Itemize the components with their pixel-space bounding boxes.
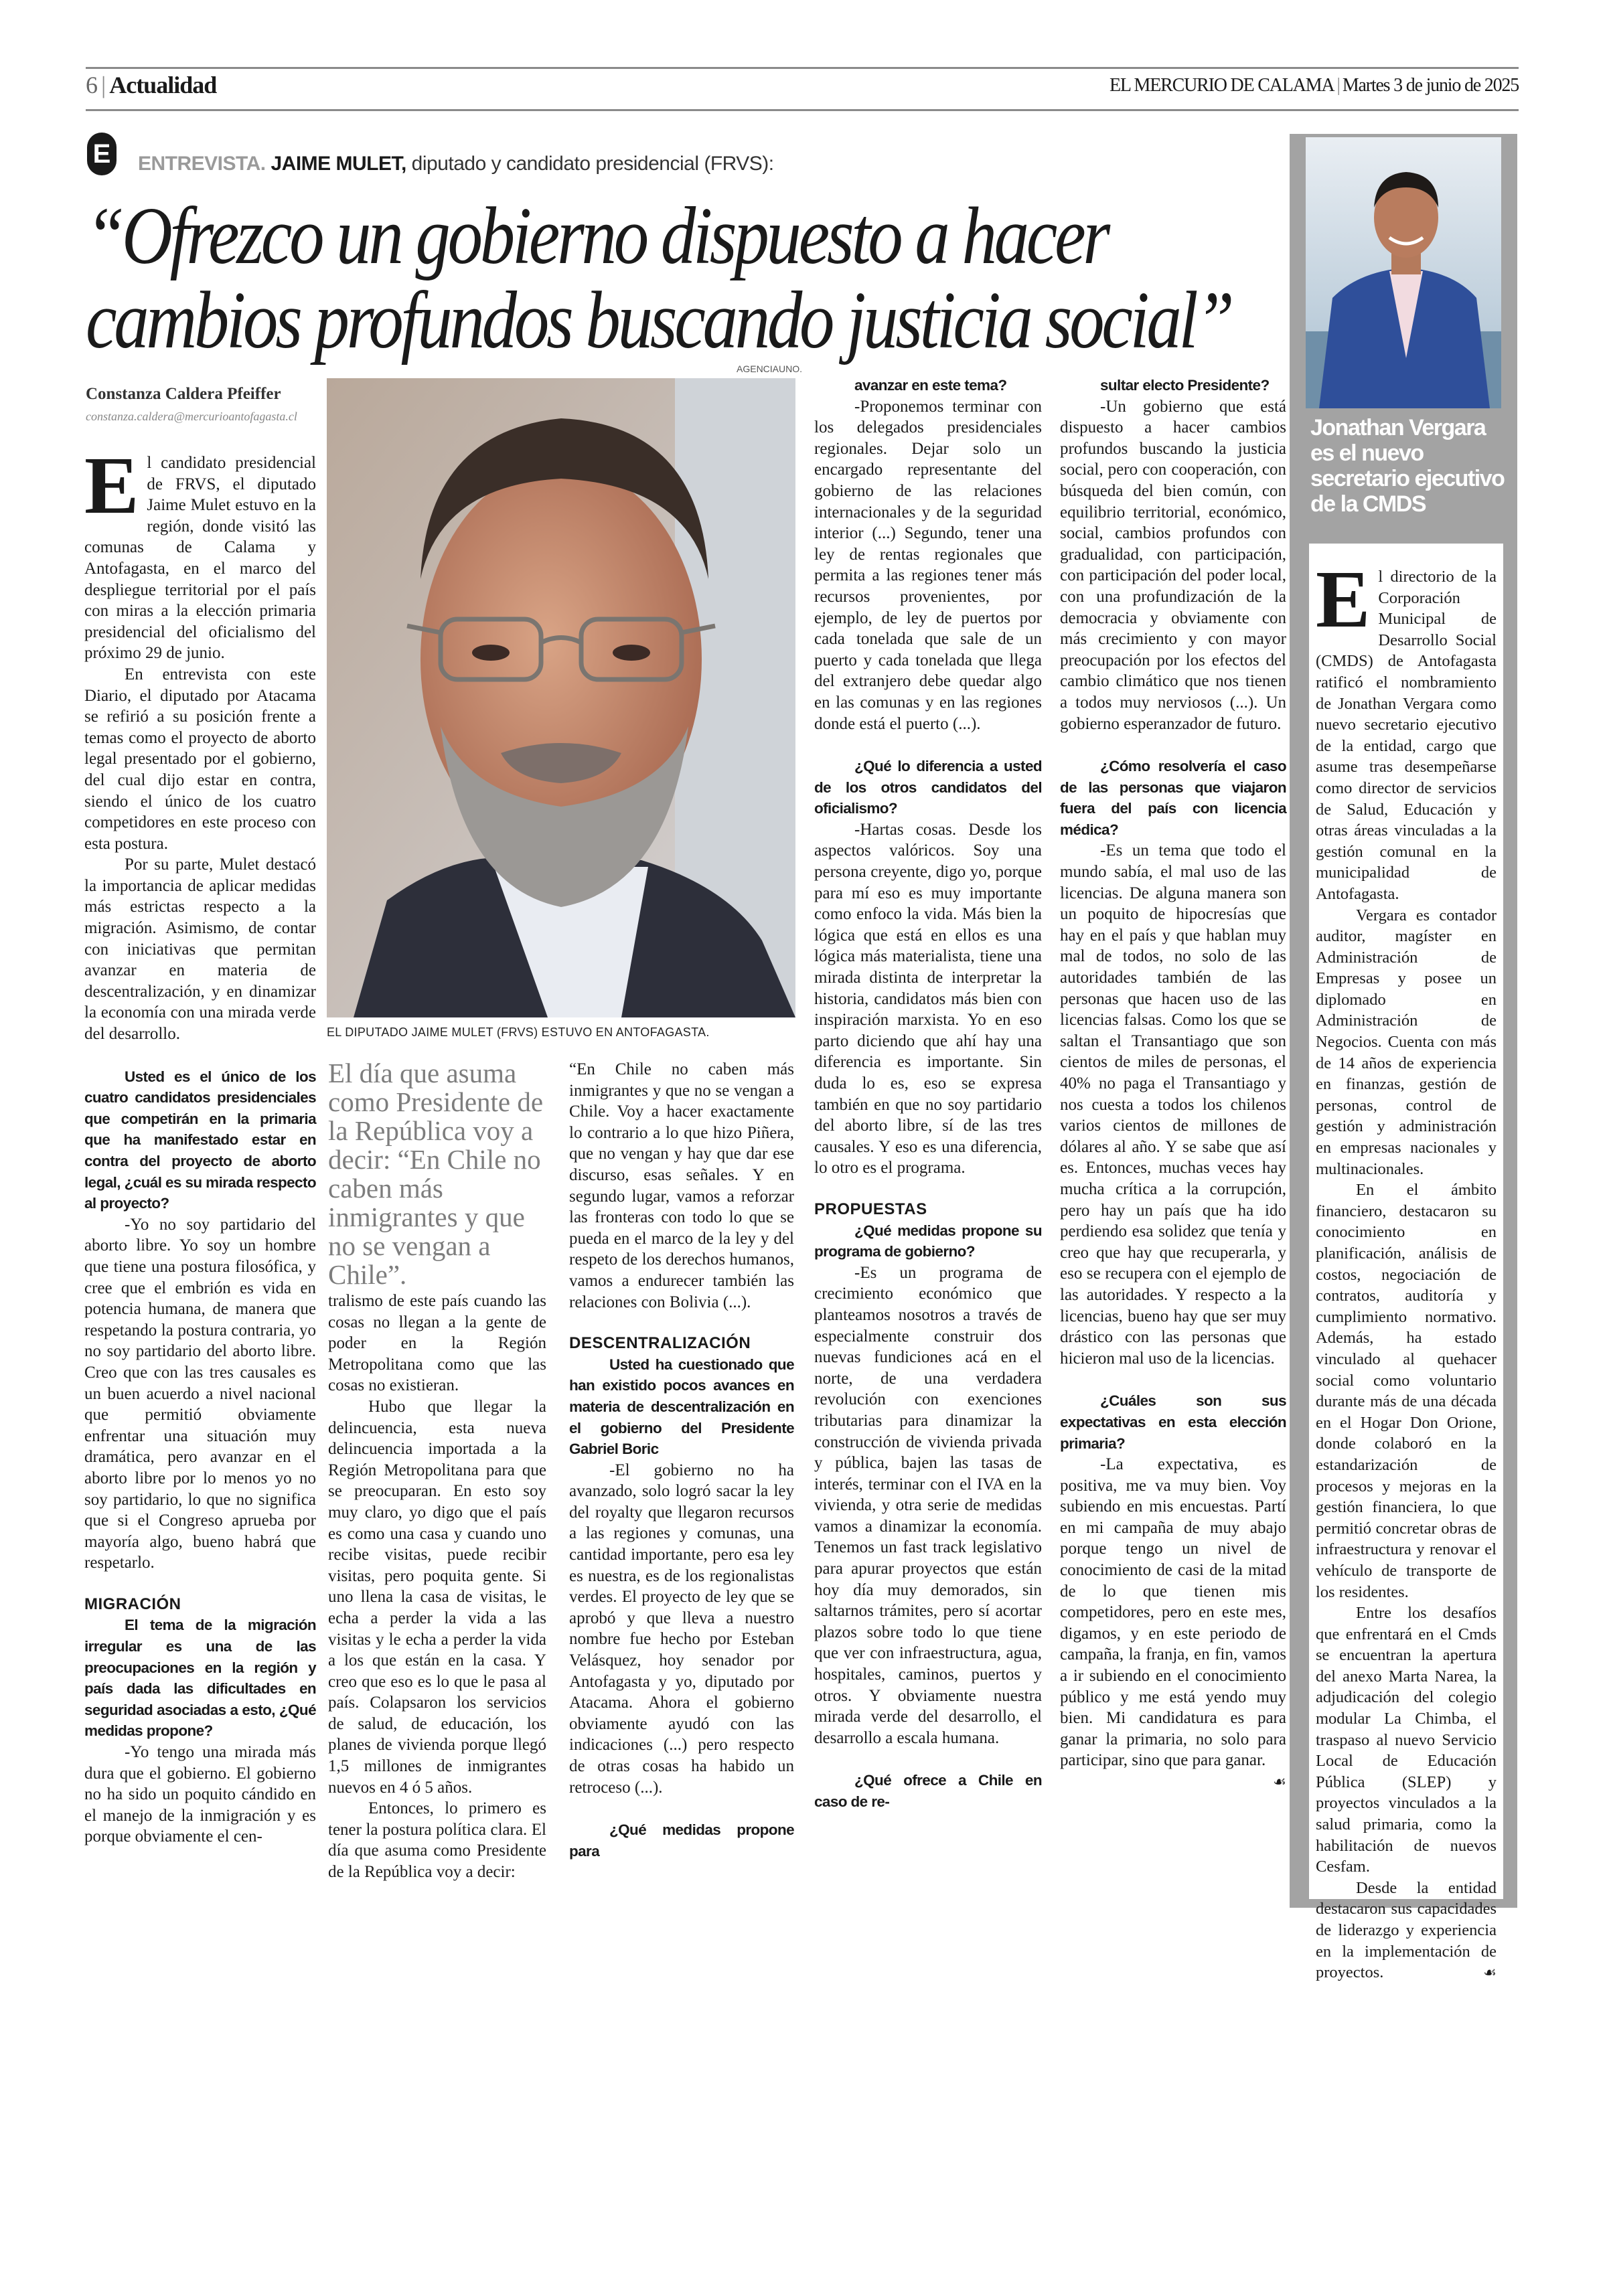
paragraph: “En Chile no caben más inmigrantes y que no se vengan a Chile. Voy a hacer exactamente lo contrario a lo que hizo Piñera, que no vengan y hay que dar ese discurso, esas señales. Y en segundo lugar, vamos a reforzar las fronteras con todo lo que se pueda en el marco de la ley y del respeto de los derechos humanos, vamos a endurecer también las relaciones con Bolivia (...). (569, 1060, 794, 1311)
question: avanzar en este tema? (854, 377, 1007, 394)
drop-cap: E (84, 440, 139, 531)
separator: | (1336, 75, 1340, 96)
section-header (86, 71, 216, 99)
kicker (138, 153, 774, 175)
section-title: Actualidad (109, 72, 217, 98)
question: ¿Qué medidas propone para (569, 1821, 794, 1860)
answer: -Yo no soy partidario del aborto libre. Yo soy un hombre que tiene una postura filosófica, y cree que el embrión es vida en potencia humana, de manera que respetando la postura contraria, yo no soy partidario del aborto libre. Creo que con las tres causales es un buen acuerdo a nivel nacional que permitió obviamente enfrentar una situación muy dramática, pero avanzar en el aborto libre por lo menos yo no soy partidario, lo que no significa que si el Congreso aprueba por mayoría algo, bueno habrá que respetarlo. (84, 1215, 316, 1572)
article-column-1 (84, 440, 317, 1848)
article-column-2 (328, 1291, 546, 1883)
paragraph: En entrevista con este Diario, el diputado por Atacama se refirió a su posición frente a temas como el proyecto de aborto legal presentado por el gobierno, del cual dijo estar en contra, siendo el único de los cuatro competidores en este proceso con esta postura. (84, 665, 316, 853)
sidebar-headline: Jonathan Vergara es el nuevo secretario ejecutivo de la CMDS (1310, 415, 1505, 517)
answer: -Hartas cosas. Desde los aspectos valóricos. Soy una persona creyente, digo yo, porque para mí eso es muy importante como enfoco la vida. Más bien la lógica que está en ellos es una lógica más materialista, tiene una mirada distinta de interpretar la historia, candidatos más bien con inspiración marxista. Yo en eso parto diciendo que ahí hay una diferencia es importante. Sin duda lo es, eso se expresa también en que no soy partidario del aborto libre, sí de las tres causales. Y eso es una diferencia, lo otro es el programa. (814, 820, 1042, 1177)
answer (1060, 1454, 1286, 1790)
question: Usted ha cuestionado que han existido pocos avances en materia de descentralización en el gobierno del Presidente Gabriel Boric (569, 1356, 794, 1458)
headline-line: cambios profundos buscando justicia social” (86, 275, 1232, 365)
question: ¿Cuáles son sus expectativas en esta elección primaria? (1060, 1392, 1286, 1452)
issue-date: Martes 3 de junio de 2025 (1342, 75, 1519, 96)
section-subhead: MIGRACIÓN (84, 1594, 181, 1613)
paragraph: l directorio de la Corporación Municipal de Desarrollo Social (CMDS) de Antofagasta ratificó el nombramiento de Jonathan Vergara como nuevo secretario ejecutivo de la entidad, cargo que asume tras desempeñarse como director de servicios de Salud, Educación y otras áreas vinculadas a la gestión comunal en la municipalidad de Antofagasta. (1316, 568, 1497, 903)
drop-cap: E (1316, 554, 1371, 645)
paragraph: tralismo de este país cuando las cosas no llegan a la gente de poder en la Región Metropolitana como que las cosas no existieran. (328, 1292, 546, 1395)
section-subhead: DESCENTRALIZACIÓN (569, 1334, 751, 1353)
sidebar-article (1316, 554, 1497, 1983)
kicker-role: diputado y candidato presidencial (FRVS): (406, 153, 774, 175)
kicker-label: ENTREVISTA. (138, 153, 266, 175)
answer: -Es un tema que todo el mundo sabía, el mal uso de las licencias. De alguna manera son un poquito de hipocresías que hay en el país y que hablan muy mal de todos, no solo de las autoridades también de las personas que hacen uso de las licencias falsas. Como los que se saltan el Transantiago que son cientos de miles de personas, el 40% no paga el Transantiago y nos cuesta a todos los chilenos varios cientos de millones de dólares al año. Y se sabe que así es. Entonces, muchas veces hay mucha crítica a la corrupción, pero hay un país que ha ido perdiendo esa solidez que tenía y creo que hay que recuperarla, y eso se recupera con el ejemplo de las autoridades. Y respecto a la licencias, bueno hay que ser muy drástico con las personas que hicieron mal uso de la licencias. (1060, 841, 1286, 1368)
header-bottom-rule (86, 109, 1519, 111)
article-column-5 (1060, 375, 1286, 1793)
answer: -Proponemos terminar con los delegados presidenciales regionales. Dejar solo un encargado representante del gobierno de las relaciones internacionales y de la seguridad interior (...) Segundo, tener una ley de rentas regionales que permita a las regiones tener más recursos provenientes, por ejemplo, de ley de puertos por cada tonelada que sale de un puerto y cada tonelada que llega del extranjero debe quedar algo en las comunas y en las regiones donde está el puerto (...). (814, 397, 1042, 733)
top-rule (86, 67, 1519, 69)
headline-line: “Ofrezco un gobierno dispuesto a hacer (86, 191, 1107, 281)
pull-quote: El día que asuma como Presidente de la República voy a decir: “En Chile no caben más inmigrantes y que no se vengan a Chile”. (328, 1058, 544, 1290)
question: Usted es el único de los cuatro candidatos presidenciales que competirán en la primaria que ha manifestado estar en contra del proyecto de aborto legal, ¿cuál es su mirada respecto al proyecto? (84, 1068, 317, 1212)
end-mark-icon: ☙ (1483, 1964, 1497, 1981)
question: ¿Qué medidas propone su programa de gobierno? (814, 1222, 1042, 1260)
paragraph: Vergara es contador auditor, magíster en Administración de Empresas y posee un diplomado en Administración de Negocios. Cuenta con más de 14 años de experiencia en finanzas, gestión de personas, control de gestión y administración en empresas nacionales y multinacionales. (1316, 906, 1497, 1178)
answer: -Un gobierno que está dispuesto a hacer cambios profundos buscando la justicia social, pero con cooperación, con búsqueda del bien común, con equilibrio territorial, económico, social, cambios profundos con gradualidad, con participación, con participación del poder local, con una profundización de la democracia y obviamente con más crecimiento y con mayor preocupación por los efectos del cambio climático que nos tienen a todos muy nerviosos (...). Un gobierno esperanzador de futuro. (1060, 397, 1286, 733)
answer: -Yo tengo una mirada más dura que el gobierno. El gobierno no ha sido un poquito cándido en el manejo de la inmigración y es porque obviamente el cen- (84, 1743, 316, 1846)
interview-badge-icon: E (87, 133, 117, 175)
paragraph: Entre los desafíos que enfrentará en el Cmds se encuentran la apertura del anexo Marta Narea, la adjudicación del colegio modular La Chimba, el traspaso al nuevo Servicio Local de Educación Pública (SLEP) y proyectos vinculados a la salud primaria, como la habilitación de nuevos Cesfam. (1316, 1604, 1497, 1876)
paragraph: Entonces, lo primero es tener la postura política clara. El día que asuma como Presidente de la República voy a decir: (328, 1799, 546, 1882)
article-column-3 (569, 1059, 794, 1862)
question: ¿Qué lo diferencia a usted de los otros candidatos del oficialismo? (814, 758, 1042, 817)
answer: -Es un programa de crecimiento económico que planteamos nosotros a través de especialmente construir dos nuevas fundiciones acá en el norte, de una verdadera revolución con exenciones tributarias para dinamizar la construcción de vivienda privada y pública, bajen las tasas de interés, terminar con el IVA en la vivienda, y otra serie de medidas vamos a dinamizar la economía. Tenemos un fast track legislativo para apurar proyectos que están hoy día muy demorados, sin saltarnos trámites, pero sí acortar plazos sobre todo lo que tiene que ver con infraestructura, agua, hospitales, caminos, puertos y otros. Y obviamente nuestra mirada verde del desarrollo, el desarrollo a escala humana. (814, 1263, 1042, 1747)
newspaper-name: EL MERCURIO DE CALAMA (1109, 75, 1334, 96)
paragraph (1316, 1878, 1497, 1983)
paragraph: Hubo que llegar la delincuencia, esta nueva delincuencia importada a la Región Metropolitana para que se preocuparan. En esto soy muy claro, yo digo que el país es como una casa y cuando uno recibe visitas, puede recibir visitas, pero poquita gente. Si uno llena la casa de visitas, le echa a perder la vida a las visitas y le echa a perder la vida a los que están en la casa. Y creo que eso es lo que le pasa al país. Colapsaron los servicios de salud, de educación, los planes de vivienda porque llegó 1,5 millones de inmigrantes nuevos en 4 ó 5 años. (328, 1397, 546, 1797)
separator: | (101, 72, 106, 98)
byline: Constanza Caldera Pfeiffer (86, 385, 281, 403)
kicker-name: JAIME MULET, (271, 153, 406, 175)
paragraph-text: Desde la entidad destacaron sus capacidades de liderazgo y experiencia en la implementación de proyectos. (1316, 1878, 1497, 1982)
paragraph: l candidato presidencial de FRVS, el diputado Jaime Mulet estuvo en la región, donde visitó las comunas de Calama y Antofagasta, en el marco del despliegue territorial por el país con miras a la elección primaria presidencial del oficialismo del próximo 29 de junio. (84, 454, 316, 663)
answer: -El gobierno no ha avanzado, solo logró sacar la ley del royalty que llegaron recursos a las regiones y comunas, una cantidad importante, pero esa ley es nuestra, es de los regionalistas verdes. El proyecto de ley que se aprobó y que lleva a nuestro nombre fue hecho por Esteban Velásquez, hoy senador por Antofagasta y yo, diputado por Atacama. Ahora el gobierno obviamente ayudó con las indicaciones (...) pero respecto de otras cosas ha habido un retroceso (...). (569, 1461, 794, 1797)
question: ¿Cómo resolvería el caso de las personas que viajaron fuera del país con licencia médica? (1060, 758, 1286, 838)
page-number: 6 (86, 72, 97, 98)
question: sultar electo Presidente? (1100, 377, 1270, 394)
jonathan-vergara-photo (1306, 137, 1501, 408)
article-column-4 (814, 375, 1042, 1813)
jaime-mulet-photo (327, 378, 795, 1017)
end-mark-icon: ☙ (1273, 1773, 1286, 1790)
section-subhead: PROPUESTAS (814, 1200, 927, 1218)
photo-credit: AGENCIAUNO. (737, 363, 803, 374)
author-email: constanza.caldera@mercurioantofagasta.cl (86, 410, 297, 423)
headline (86, 191, 1237, 365)
masthead (1109, 75, 1519, 96)
photo-caption: EL DIPUTADO JAIME MULET (FRVS) ESTUVO EN ANTOFAGASTA. (327, 1026, 710, 1039)
question: ¿Qué ofrece a Chile en caso de re- (814, 1772, 1042, 1810)
answer-text: -La expectativa, es positiva, me va muy bien. Voy subiendo en mis encuestas. Partí en mi campaña de muy abajo porque tengo un nivel de conocimiento de casi de la mitad de lo que tienen mis competidores, pero en este mes, digamos, y en este periodo de campaña, la franja, en fin, vamos a ir subiendo en el conocimiento público y me está yendo muy bien. Mi candidatura es para ganar la primaria, no solo para participar, sino que para ganar. (1060, 1455, 1286, 1770)
paragraph: En el ámbito financiero, destacaron su conocimiento en planificación, análisis de costos, negociación de contratos, auditoría y cumplimiento normativo. Además, ha estado vinculado al quehacer social como voluntario durante más de una década en el Hogar Don Orione, donde colaboró en la estandarización de procesos y mejoras en la gestión financiera, lo que permitió concretar obras de infraestructura y renovar el vehículo de transporte de los residentes. (1316, 1181, 1497, 1601)
question: El tema de la migración irregular es una de las preocupaciones en la región y país dada las dificultades en seguridad asociadas a esto, ¿Qué medidas propone? (84, 1617, 316, 1740)
paragraph: Por su parte, Mulet destacó la importancia de aplicar medidas más estrictas respecto a la migración. Asimismo, de contar con iniciativas que permitan avanzar en materia de descentralización, y en dinamizar la economía con una mirada verde del desarrollo. (84, 855, 316, 1044)
